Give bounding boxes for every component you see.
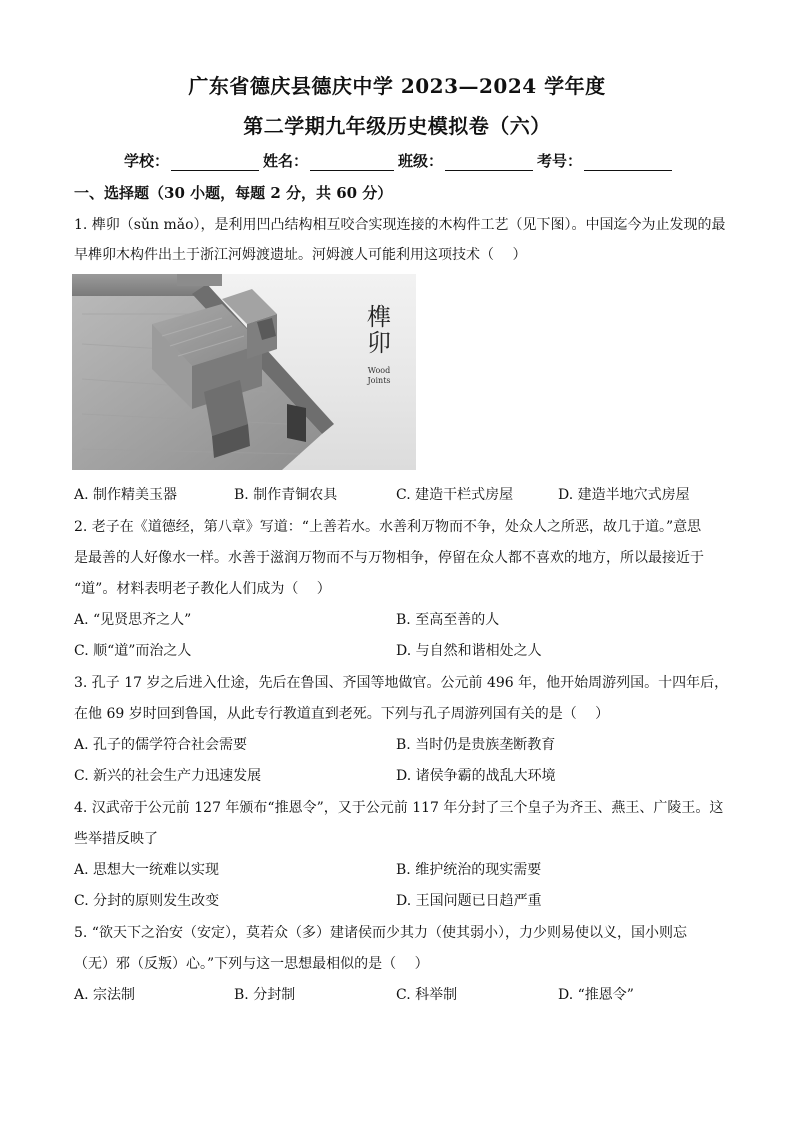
name-blank[interactable] <box>310 154 394 171</box>
q5-line-1: 5. “欲天下之治安（安定），莫若众（多）建诸侯而少其力（使其弱小），力少则易使以义，国小则忘 <box>74 925 687 941</box>
q3-option-d[interactable]: D. 诸侯争霸的战乱大环境 <box>396 768 556 784</box>
q3-option-c[interactable]: C. 新兴的社会生产力迅速发展 <box>74 768 262 784</box>
q3-option-a[interactable]: A. 孔子的儒学符合社会需要 <box>74 737 248 753</box>
q5-option-a[interactable]: A. 宗法制 <box>74 987 136 1003</box>
q1-option-d[interactable]: D. 建造半地穴式房屋 <box>558 487 690 503</box>
q4-option-b[interactable]: B. 维护统治的现实需要 <box>396 862 542 878</box>
q4-option-c[interactable]: C. 分封的原则发生改变 <box>74 893 220 909</box>
q2-line-2: 是最善的人好像水一样。水善于滋润万物而不与万物相争，停留在众人都不喜欢的地方，所以最接近于 <box>74 550 704 566</box>
q3-option-b[interactable]: B. 当时仍是贵族垄断教育 <box>396 737 556 753</box>
q4-option-a[interactable]: A. 思想大一统难以实现 <box>74 862 220 878</box>
q5-option-c[interactable]: C. 科举制 <box>396 987 458 1003</box>
school-label: 学校： <box>124 152 170 170</box>
q4-option-d[interactable]: D. 王国问题已日趋严重 <box>396 893 542 909</box>
figure-char-mao: 卯 <box>367 329 391 357</box>
q2-option-b[interactable]: B. 至高至善的人 <box>396 612 500 628</box>
section-title: 一、选择题（30 小题，每题 2 分，共 60 分） <box>74 184 393 202</box>
q2-option-c[interactable]: C. 顺“道”而治之人 <box>74 643 192 659</box>
name-label: 姓名： <box>263 152 309 170</box>
student-info-row <box>124 150 676 171</box>
figure-caption-joints: Joints <box>367 376 391 385</box>
school-blank[interactable] <box>171 154 259 171</box>
q2-option-a[interactable]: A. “见贤思齐之人” <box>74 612 192 628</box>
figure-caption-wood: Wood <box>367 366 391 375</box>
q5-option-d[interactable]: D. “推恩令” <box>558 987 634 1003</box>
class-label: 班级： <box>398 152 444 170</box>
q5-line-2: （无）邪（反叛）心。”下列与这一思想最相似的是（ ） <box>74 956 429 972</box>
exam-number-blank[interactable] <box>584 154 672 171</box>
q4-line-2: 些举措反映了 <box>74 831 158 847</box>
q1-option-c[interactable]: C. 建造干栏式房屋 <box>396 487 514 503</box>
q1-line-2: 早榫卯木构件出土于浙江河姆渡遗址。河姆渡人可能利用这项技术（ ） <box>74 247 527 263</box>
mortise-tenon-photo <box>72 274 416 470</box>
q2-option-d[interactable]: D. 与自然和谐相处之人 <box>396 643 542 659</box>
q5-option-b[interactable]: B. 分封制 <box>234 987 296 1003</box>
q1-option-a[interactable]: A. 制作精美玉器 <box>74 487 178 503</box>
exam-title-line2: 第二学期九年级历史模拟卷（六） <box>243 114 551 138</box>
q4-line-1: 4. 汉武帝于公元前 127 年颁布“推恩令”，又于公元前 117 年分封了三个皇子为齐王、燕王、广陵王。这 <box>74 800 724 816</box>
q2-line-3: “道”。材料表明老子教化人们成为（ ） <box>74 581 331 597</box>
q2-line-1: 2. 老子在《道德经，第八章》写道：“上善若水。水善利万物而不争，处众人之所恶，故几于道。”意思 <box>74 519 702 535</box>
q1-option-b[interactable]: B. 制作青铜农具 <box>234 487 338 503</box>
exam-title-line1: 广东省德庆县德庆中学 2023—2024 学年度 <box>188 74 606 98</box>
q3-line-2: 在他 69 岁时回到鲁国，从此专行教道直到老死。下列与孔子周游列国有关的是（ ） <box>74 706 610 722</box>
q1-line-1: 1. 榫卯（sǔn mǎo），是利用凹凸结构相互咬合实现连接的木构件工艺（见下图）。中国迄今为止发现的最 <box>74 217 726 233</box>
class-blank[interactable] <box>445 154 533 171</box>
q3-line-1: 3. 孔子 17 岁之后进入仕途，先后在鲁国、齐国等地做官。公元前 496 年，他开始周游列国。十四年后， <box>74 675 729 691</box>
exam-number-label: 考号： <box>537 152 583 170</box>
figure-char-sun: 榫 <box>367 303 391 331</box>
